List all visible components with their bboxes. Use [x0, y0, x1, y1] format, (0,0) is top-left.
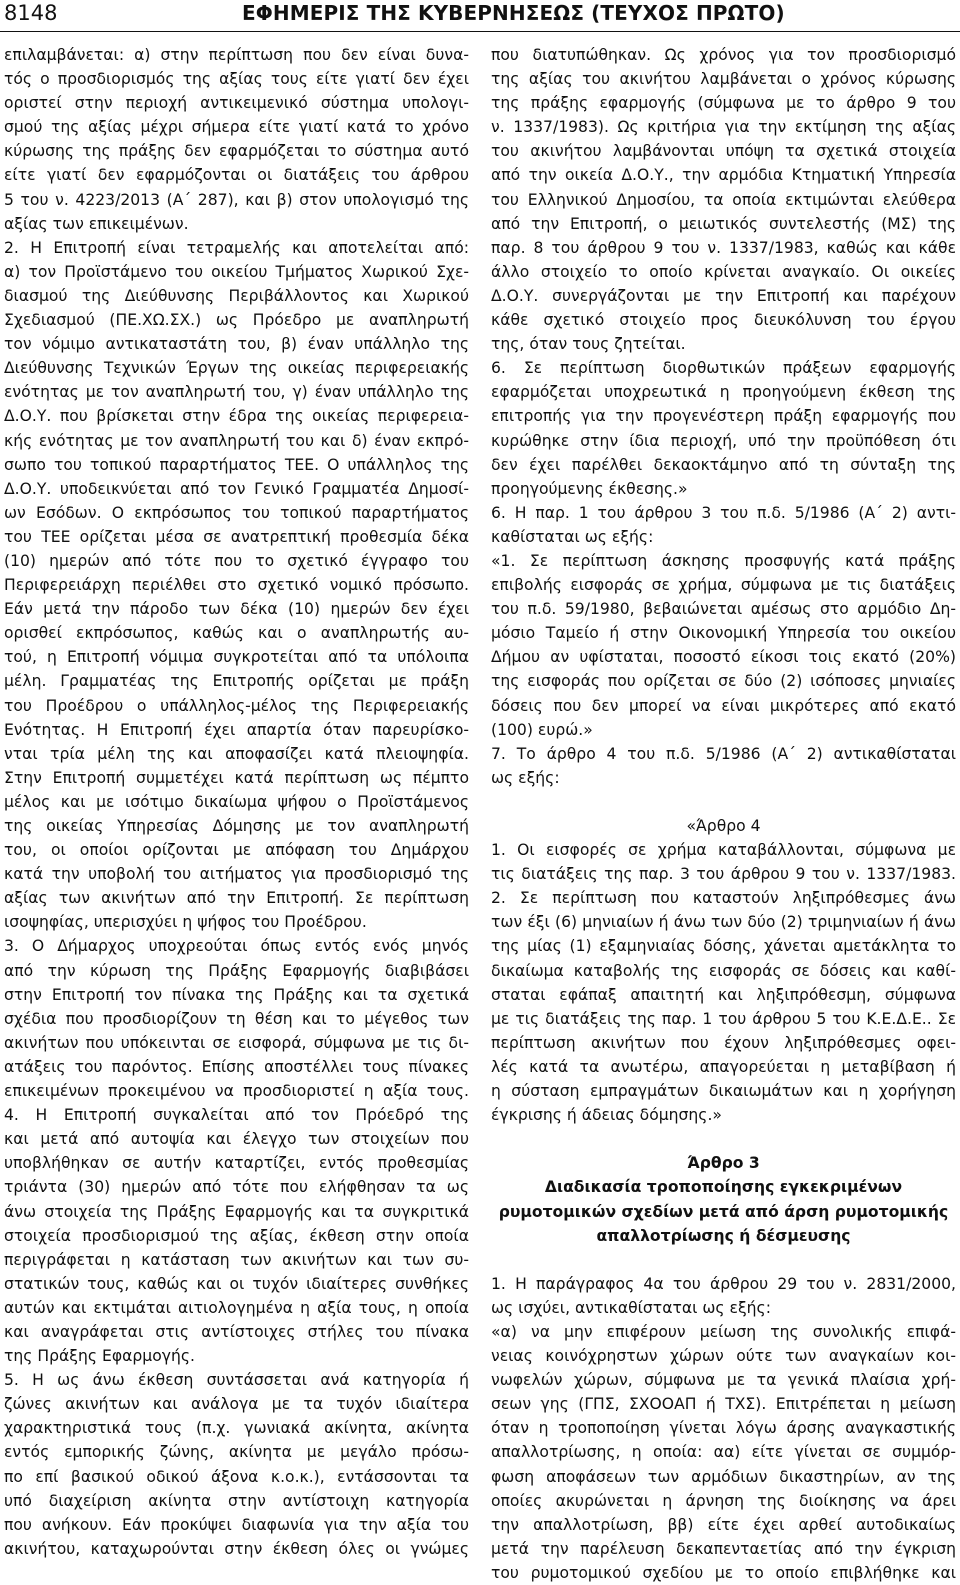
text-line: «α) να μην επιφέρουν μείωση της συνολικής επιφά‑	[491, 1322, 956, 1341]
text-line: 5. Η ως άνω έκθεση συντάσσεται ανά κατηγορία ή	[4, 1371, 469, 1390]
text-line: ορισθεί εκπρόσωπος, καθώς και ο αναπληρωτής αυ‑	[4, 624, 469, 643]
text-line: στην Επιτροπή τον πίνακα της Πράξης και τα σχετικά	[4, 985, 469, 1004]
blank-line	[491, 790, 956, 814]
text-line: δικαίωμα καταβολής της εισφοράς σε δόσεις και καθί‑	[491, 961, 956, 980]
text-line: εντός εμπορικής ζώνης, ακίνητα με μεγάλο πρόσω‑	[4, 1443, 469, 1462]
text-line: λές κατά τα ανωτέρω, απαγορεύεται η μεταβίβαση ή	[491, 1057, 956, 1076]
text-line: που ανήκουν. Εάν προκύψει διαφωνία για την αξία του	[4, 1515, 469, 1534]
text-line: 3. Ο Δήμαρχος υποχρεούται όπως εντός ενός μηνός	[4, 937, 469, 956]
text-line: νωφελών χώρων, σύμφωνα με τα γενικά πλαίσια χρή‑	[491, 1371, 956, 1390]
text-line: υπό διαχείριση ακίνητα στην αντίστοιχη κατηγορία	[4, 1491, 469, 1510]
text-line: επιβολής εισφοράς σε χρήμα, σύμφωνα με τις διατάξεις	[491, 576, 956, 595]
text-line: αξίας των επικειμένων.	[4, 214, 189, 233]
text-line: διασμού της Διεύθυνσης Περιβάλλοντος και Χωρικού	[4, 286, 469, 305]
text-line: είτε γιατί δεν εφαρμόζονται οι διατάξεις του άρθρου	[4, 166, 469, 185]
text-line: μόσιο Ταμείο ή στην Οικονομική Υπηρεσία του οικείου	[491, 624, 956, 643]
text-line: της Πράξης Εφαρμογής.	[4, 1347, 195, 1366]
page-header	[0, 0, 960, 30]
text-line: στατικών τους, καθώς και οι τυχόν ιδιαίτερες συνθήκες	[4, 1274, 469, 1293]
text-line: ατάξεις του παρόντος. Επίσης αποστέλλει τους πίνακες	[4, 1057, 469, 1076]
text-line: περιγράφεται η κατάσταση των ακινήτων και των συ‑	[4, 1250, 469, 1269]
text-line: απαλλοτρίωσης, η οποία: αα) είτε γίνεται σε συμμόρ‑	[491, 1443, 956, 1462]
text-line: από την Επιτροπή, ο μειωτικός συντελεστής (ΜΣ) της	[491, 214, 956, 233]
text-line: αξίας των ακινήτων από την Επιτροπή. Σε περίπτωση	[4, 889, 469, 908]
text-line: κύρωσης της πράξης δεν εφαρμόζεται το σύστημα αυτό	[4, 142, 469, 161]
text-line: Άρθρο 3	[687, 1154, 760, 1173]
text-line: κάθε σχετικό στοιχείο προς διευκόλυνση του έργου	[491, 311, 956, 330]
text-line: που διατυπώθηκαν. Ως χρόνος για τον προσδιορισμό	[491, 46, 956, 64]
text-line: σταται εφάπαξ απαιτητή και ληξιπρόθεσμη, σύμφωνα	[491, 985, 956, 1004]
text-line: εφαρμόζεται υποχρεωτικά η προηγούμενη έκθεση της	[491, 383, 956, 402]
text-line: 6. Η παρ. 1 του άρθρου 3 του π.δ. 5/1986 (Α΄ 2) αντι‑	[491, 503, 956, 522]
text-line: 6. Σε περίπτωση διορθωτικών πράξεων εφαρμογής	[491, 359, 956, 378]
text-line: του ρυμοτομικού σχεδίου με το οποίο επιβλήθηκε και	[491, 1563, 956, 1582]
text-line: Σχεδιασμού (ΠΕ.ΧΩ.ΣΧ.) ως Πρόεδρο με αναπληρωτή	[4, 311, 469, 330]
text-line: ρυμοτομικών σχεδίων μετά από άρση ρυμοτομικής	[498, 1202, 949, 1221]
text-line: στοιχεία προσδιορισμού της αξίας, έκθεση στην οποία	[4, 1226, 469, 1245]
page-number: 8148	[4, 1, 58, 25]
text-line: σεων γης (ΓΠΣ, ΣΧΟΟΑΠ ή ΤΧΣ). Επιτρέπεται η μείωση	[491, 1395, 956, 1414]
text-line: κυρώθηκε στην ίδια περιοχή, υπό την προϋπόθεση ότι	[491, 431, 956, 450]
text-line: τού, η Επιτροπή νόμιμα συγκροτείται από τα υπόλοιπα	[4, 648, 469, 667]
text-line: τις διατάξεις της παρ. 3 του άρθρου 9 του ν. 1337/1983.	[491, 865, 956, 884]
text-line: ισοψηφίας, υπερισχύει η ψήφος του Προέδρου.	[4, 913, 367, 932]
text-line: οριστεί στην περιοχή αντικειμενικό σύστημα υπολογι‑	[4, 94, 469, 113]
text-line: άνω στοιχεία της Πράξης Εφαρμογής και τα συγκριτικά	[4, 1202, 469, 1221]
text-line: ακινήτου, καταχωρούνται στην έκθεση όλες οι γνώμες	[4, 1539, 469, 1558]
text-line: σωπο του τοπικού παραρτήματος ΤΕΕ. Ο υπάλληλος της	[4, 455, 469, 474]
text-line: Ενότητας. Η Επιτροπή έχει απαρτία όταν παρευρίσκο‑	[4, 720, 469, 739]
text-line: της μίας (1) εξαμηνιαίας δόσης, χάνεται αμετάκλητα το	[491, 937, 956, 956]
text-line: χαρακτηριστικά τους (π.χ. γωνιακά ακίνητα, ακίνητα	[4, 1419, 469, 1438]
text-line: νται τρία μέλη της και αποφασίζει κατά πλειοψηφία.	[4, 744, 469, 763]
text-line: όταν η τροποποίηση γίνεται λόγω άρσης αναγκαστικής	[491, 1419, 956, 1438]
text-line: τός ο προσδιορισμός της αξίας τους είτε γιατί δεν έχει	[4, 70, 469, 89]
text-line: του Προέδρου ο υπάλληλος‑μέλος της Περιφερειακής	[4, 696, 469, 715]
text-line: την απαλλοτρίωση, ββ) είτε έχει αρθεί αυτοδικαίως	[491, 1515, 956, 1534]
text-line: κατά την υποβολή του αιτήματος για προσδιορισμό της	[4, 865, 469, 884]
text-line: κής ενότητας με τον αναπληρωτή του και δ) έναν εκπρό‑	[4, 431, 469, 450]
text-line: παρ. 8 του άρθρου 9 του ν. 1337/1983, καθώς και κάθε	[491, 238, 956, 257]
text-line: απαλλοτρίωσης ή δέσμευσης	[596, 1226, 851, 1245]
text-line: μέλος και με ισότιμο δικαίωμα ψήφου ο Προϊστάμενος	[4, 792, 469, 811]
header-divider	[0, 31, 960, 32]
text-line: τον νόμιμο αντικαταστάτη του, β) έναν υπάλληλο της	[4, 335, 469, 354]
blank-line	[491, 1127, 956, 1151]
text-line: Διαδικασία τροποποίησης εγκεκριμένων	[544, 1178, 903, 1197]
text-line: νειας κοινόχρηστων χώρων ούτε των αναγκαίων κοι‑	[491, 1347, 956, 1366]
text-line: μετά την παρέλευση δεκαπενταετίας από την έγκριση	[491, 1539, 956, 1558]
text-line: ως εξής:	[491, 768, 560, 787]
text-line: 7. Το άρθρο 4 του π.δ. 5/1986 (Α΄ 2) αντικαθίσταται	[491, 744, 956, 763]
text-line: υποβλήθηκαν σε αυτήν καταρτίζει, εντός προθεσμίας	[4, 1154, 469, 1173]
text-line: φωση αποφάσεων των αρμόδιων δικαστηρίων, αν της	[491, 1467, 956, 1486]
left-text-column	[4, 43, 469, 1561]
text-line: Διεύθυνσης Τεχνικών Έργων της οικείας περιφερειακής	[4, 359, 469, 378]
text-line: της οικείας Υπηρεσίας Δόμησης με τον αναπληρωτή	[4, 817, 469, 835]
text-line: της εισφοράς που ορίζεται σε δύο (2) ισόποσες μηνιαίες	[491, 672, 956, 691]
text-line: του, οι οποίοι ορίζονται με απόφαση του Δημάρχου	[4, 841, 469, 860]
text-line: Δ.Ο.Υ. που βρίσκεται στην έδρα της οικείας περιφερεια‑	[4, 407, 469, 426]
text-line: οποίες ακυρώνεται η άρνηση της διοίκησης να άρει	[491, 1491, 956, 1510]
text-line: πο επί βασικού οδικού άξονα κ.ο.κ.), εντάσσονται τα	[4, 1467, 469, 1486]
text-line: ως ισχύει, αντικαθίσταται ως εξής:	[491, 1298, 771, 1317]
text-line: ων Εσόδων. Ο εκπρόσωπος του τοπικού παραρτήματος	[4, 503, 469, 522]
text-line: Δ.Ο.Υ. συνεργάζονται με την Επιτροπή και παρέχουν	[491, 286, 956, 305]
text-line: από την κύρωση της Πράξης Εφαρμογής διαβιβάσει	[4, 961, 469, 980]
text-line: προηγούμενης έκθεσης.»	[491, 479, 688, 498]
right-text-column	[491, 43, 956, 1585]
text-line: Δ.Ο.Υ. υποδεικνύεται από τον Γενικό Γραμματέα Δημοσί‑	[4, 479, 469, 498]
text-line: και αναγράφεται στις αντίστοιχες στήλες του πίνακα	[4, 1322, 469, 1341]
text-line: της, όταν τους ζητείται.	[491, 335, 686, 354]
text-line: του ακινήτου λαμβάνονται υπόψη τα σχετικά στοιχεία	[491, 142, 956, 161]
text-line: «1. Σε περίπτωση άσκησης προσφυγής κατά πράξης	[491, 551, 956, 570]
text-line: σμού της αξίας μέχρι σήμερα είτε γιατί κατά το χρόνο	[4, 118, 469, 137]
text-line: επιτροπής για την προγενέστερη πράξη εφαρμογής που	[491, 407, 956, 426]
text-line: περίπτωση ακινήτων που έχουν ληξιπρόθεσμες οφει‑	[491, 1033, 956, 1052]
text-line: δεν έχει παρέλθει δεκαοκτάμηνο από τη σύνταξη της	[491, 455, 956, 474]
text-line: δόσεις που δεν μπορεί να είναι μικρότερες από εκατό	[491, 696, 956, 715]
text-line: του π.δ. 59/1980, βεβαιώνεται αμέσως στο αρμόδιο Δη‑	[491, 600, 956, 619]
text-line: 4. Η Επιτροπή συγκαλείται από τον Πρόεδρό της	[4, 1106, 469, 1125]
text-line: 5 του ν. 4223/2013 (Α΄ 287), και β) στον υπολογισμό της	[4, 190, 469, 209]
text-line: επιλαμβάνεται: α) στην περίπτωση που δεν είναι δυνα‑	[4, 46, 469, 64]
text-line: καθίσταται ως εξής:	[491, 527, 654, 546]
text-line: 1. Η παράγραφος 4α του άρθρου 29 του ν. 2831/2000,	[491, 1274, 956, 1293]
text-line: α) τον Προϊστάμενο του οικείου Τμήματος Χωρικού Σχε‑	[4, 262, 469, 281]
text-line: ενότητας με τον αναπληρωτή του, γ) έναν υπάλληλο της	[4, 383, 469, 402]
text-line: ακινήτων που υπόκεινται σε εισφορά, σύμφωνα με τις δι‑	[4, 1033, 469, 1052]
text-line: 2. Η Επιτροπή είναι τετραμελής και αποτελείται από:	[4, 238, 469, 257]
text-line: (100) ευρώ.»	[491, 720, 593, 739]
text-line: μέλη. Γραμματέας της Επιτροπής ορίζεται με πράξη	[4, 672, 469, 691]
gazette-title: ΕΦΗΜΕΡΙΣ ΤΗΣ ΚΥΒΕΡΝΗΣΕΩΣ (ΤΕΥΧΟΣ ΠΡΩΤΟ)	[242, 1, 785, 25]
text-line: η σύσταση εμπραγμάτων δικαιωμάτων και η χορήγηση	[491, 1082, 956, 1101]
text-line: ν. 1337/1983). Ως κριτήρια για την εκτίμηση της αξίας	[491, 118, 956, 137]
text-line: άλλο στοιχείο το οποίο κρίνεται αναγκαίο. Οι οικείες	[491, 262, 956, 281]
text-line: αυτών και εκτιμάται αιτιολογημένα η αξία τους, η οποία	[4, 1298, 469, 1317]
text-line: έγκρισης ή άδειας δόμησης.»	[491, 1106, 722, 1125]
text-line: 2. Σε περίπτωση που καταστούν ληξιπρόθεσμες άνω	[491, 889, 956, 908]
text-line: Δήμου αν υφίσταται, ποσοστό είκοσι τοις εκατό (20%)	[491, 648, 956, 667]
text-line: της πράξης εφαρμογής (σύμφωνα με το άρθρο 9 του	[491, 94, 956, 113]
text-line: ζώνες ακινήτων και ανάλογα με τα τυχόν ιδιαίτερα	[4, 1395, 469, 1414]
text-line: τριάντα (30) ημερών από τότε που ελήφθησαν τα ως	[4, 1178, 469, 1197]
text-line: με τις διατάξεις της παρ. 1 του άρθρου 5 του Κ.Ε.Δ.Ε.. Σε	[491, 1009, 956, 1028]
text-line: και μετά από αυτοψία και έλεγχο των στοιχείων που	[4, 1130, 469, 1149]
text-line: Περιφερειάρχη περιέλθει στο σχετικό νομικό πρόσωπο.	[4, 576, 469, 595]
text-line: από την οικεία Δ.Ο.Υ., την αρμόδια Κτηματική Υπηρεσία	[491, 166, 956, 185]
text-line: «Άρθρο 4	[686, 817, 761, 835]
text-line: (10) ημερών από τότε που το σχετικό έγγραφο του	[4, 551, 469, 570]
text-line: του Ελληνικού Δημοσίου, τα οποία εκτιμώνται ελεύθερα	[491, 190, 956, 209]
text-line: Στην Επιτροπή συμμετέχει κατά περίπτωση ως πέμπτο	[4, 768, 469, 787]
text-line: της αξίας του ακινήτου λαμβάνεται ο χρόνος κύρωσης	[491, 70, 956, 89]
text-line: 1. Οι εισφορές σε χρήμα καταβάλλονται, σύμφωνα με	[491, 841, 956, 860]
text-line: σχέδια που προσδιορίζουν τη θέση και το μέγεθος των	[4, 1009, 469, 1028]
text-line: των έξι (6) μηνιαίων ή άνω των δύο (2) τριμηνιαίων ή άνω	[491, 913, 956, 932]
blank-line	[491, 1248, 956, 1272]
text-line: επικειμένων προκειμένου να προσδιοριστεί η αξία τους.	[4, 1082, 469, 1101]
text-line: του ΤΕΕ ορίζεται μέσα σε ανατρεπτική προθεσμία δέκα	[4, 527, 469, 546]
text-line: Εάν μετά την πάροδο των δέκα (10) ημερών δεν έχει	[4, 600, 469, 619]
